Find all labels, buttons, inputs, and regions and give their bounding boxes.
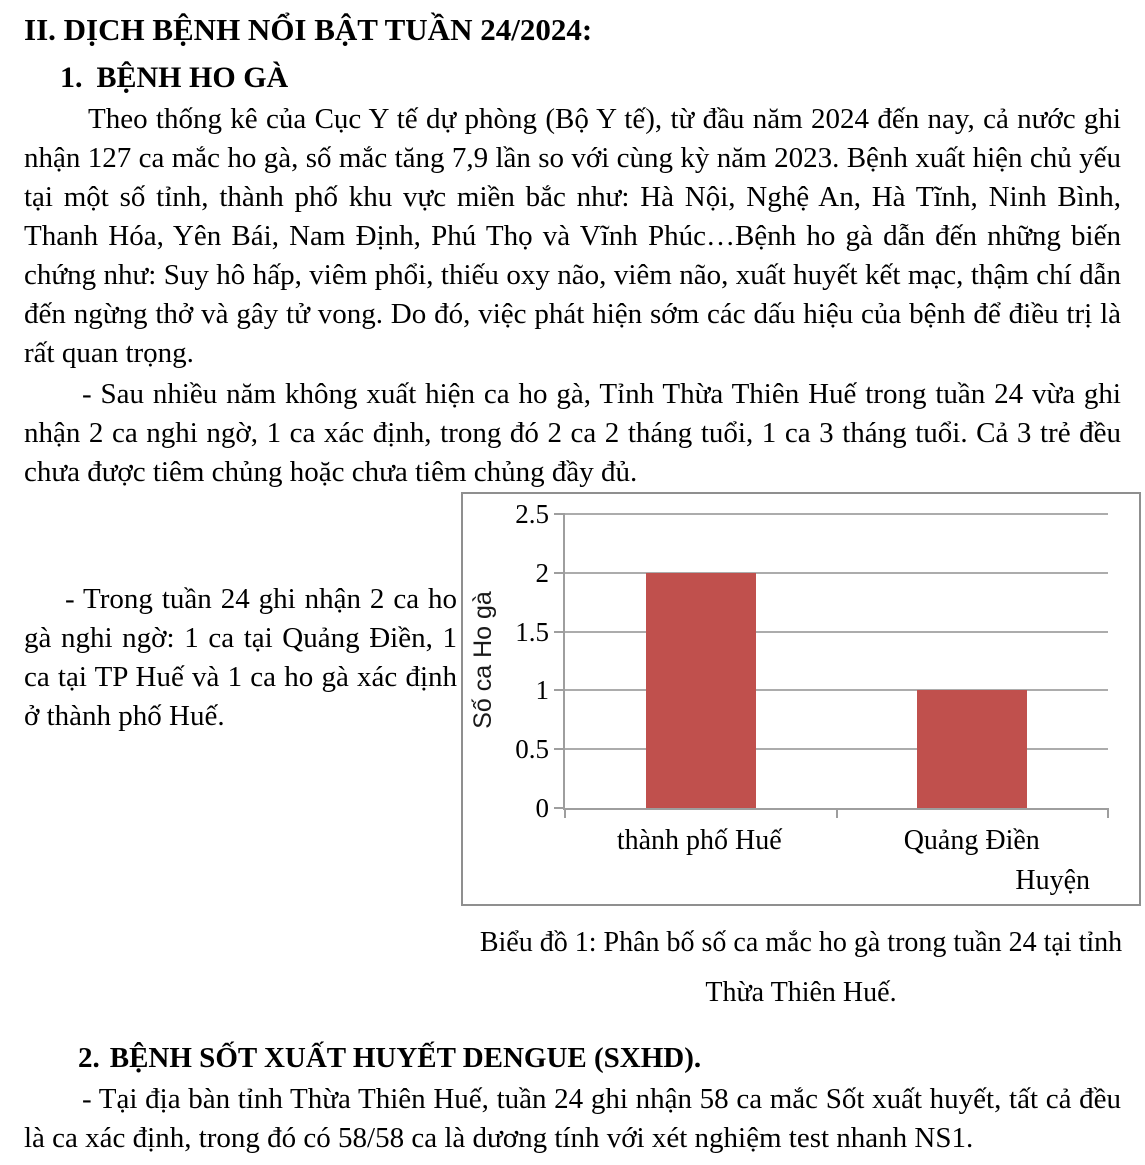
section2-heading: [78, 1038, 1141, 1078]
x-axis-tick: [564, 808, 566, 818]
gridline: [565, 513, 1108, 515]
x-axis-category-labels: [563, 824, 1108, 858]
paragraph-4: - Tại địa bàn tỉnh Thừa Thiên Huế, tuần 24 ghi nhận 58 ca mắc Sốt xuất huyết, tất cả đều là ca xác định, trong đó có 58/58 ca là dương tính với xét nghiệm test nhanh NS1.: [24, 1083, 1121, 1154]
bar: [917, 690, 1027, 808]
report-content: [24, 8, 1141, 1158]
paragraph-3: - Trong tuần 24 ghi nhận 2 ca ho gà nghi ngờ: 1 ca tại Quảng Điền, 1 ca tại TP Huế và 1 ca ho gà xác định ở thành phố Huế.: [24, 583, 457, 732]
section2-title: BỆNH SỐT XUẤT HUYẾT DENGUE (SXHD).: [109, 1042, 702, 1074]
y-axis-tick: [554, 513, 565, 515]
y-axis-tick: [554, 572, 565, 574]
x-category-label: thành phố Huế: [616, 825, 782, 856]
y-tick-label: 0.5: [515, 734, 549, 765]
y-axis-tick: [554, 631, 565, 633]
x-axis-title: Huyện: [1015, 865, 1090, 896]
section1-number: 1.: [60, 61, 83, 94]
chart-caption-line-2: Thừa Thiên Huế.: [705, 977, 897, 1008]
chart-caption-line-1: Biểu đồ 1: Phân bố số ca mắc ho gà trong tuần 24 tại tỉnh: [479, 927, 1123, 958]
y-tick-label: 0: [535, 793, 549, 823]
chart-row: [24, 492, 1141, 906]
y-axis-title: Số ca Ho gà: [469, 591, 497, 729]
paragraph-1: Theo thống kê của Cục Y tế dự phòng (Bộ Y tế), từ đầu năm 2024 đến nay, cả nước ghi nhận 127 ca mắc ho gà, số mắc tăng 7,9 lần so với cùng kỳ năm 2023. Bệnh xuất hiện chủ yếu tại một số tỉnh, thành phố khu vực miền bắc như: Hà Nội, Nghệ An, Hà Tĩnh, Ninh Bình, Thanh Hóa, Yên Bái, Nam Định, Phú Thọ và Vĩnh Phúc…Bệnh ho gà dẫn đến những biến chứng như: Suy hô hấp, viêm phổi, thiếu oxy não, viêm não, xuất huyết kết mạc, thậm chí dẫn đến ngừng thở và gây tử vong. Do đó, việc phát hiện sớm các dấu hiệu của bệnh để điều trị là rất quan trọng.: [24, 103, 1121, 369]
section1-title: BỆNH HO GÀ: [96, 61, 289, 94]
x-axis-tick: [836, 808, 838, 818]
y-axis-tick-labels: [463, 494, 549, 904]
paragraph-2: - Sau nhiều năm không xuất hiện ca ho gà, Tỉnh Thừa Thiên Huế trong tuần 24 vừa ghi nhận 2 ca nghi ngờ, 1 ca xác định, trong đó 2 ca 2 tháng tuổi, 1 ca 3 tháng tuổi. Cả 3 trẻ đều chưa được tiêm chủng hoặc chưa tiêm chủng đầy đủ.: [24, 378, 1121, 488]
y-tick-label: 2.5: [515, 499, 549, 529]
y-tick-label: 2: [535, 557, 549, 588]
bar: [646, 573, 756, 808]
x-axis-tick: [1107, 808, 1109, 818]
x-category-label: Quảng Điền: [903, 825, 1040, 856]
y-axis-tick: [554, 689, 565, 691]
bar-chart-frame: [461, 492, 1141, 906]
plot-area: [563, 514, 1108, 810]
y-axis-tick: [554, 748, 565, 750]
chart-side-text: [24, 492, 461, 906]
section1-heading: [60, 58, 1141, 98]
section2-number: 2.: [78, 1042, 100, 1074]
main-heading: II. DỊCH BỆNH NỔI BẬT TUẦN 24/2024:: [24, 12, 593, 47]
y-tick-label: 1: [535, 675, 549, 706]
y-tick-label: 1.5: [515, 616, 549, 647]
